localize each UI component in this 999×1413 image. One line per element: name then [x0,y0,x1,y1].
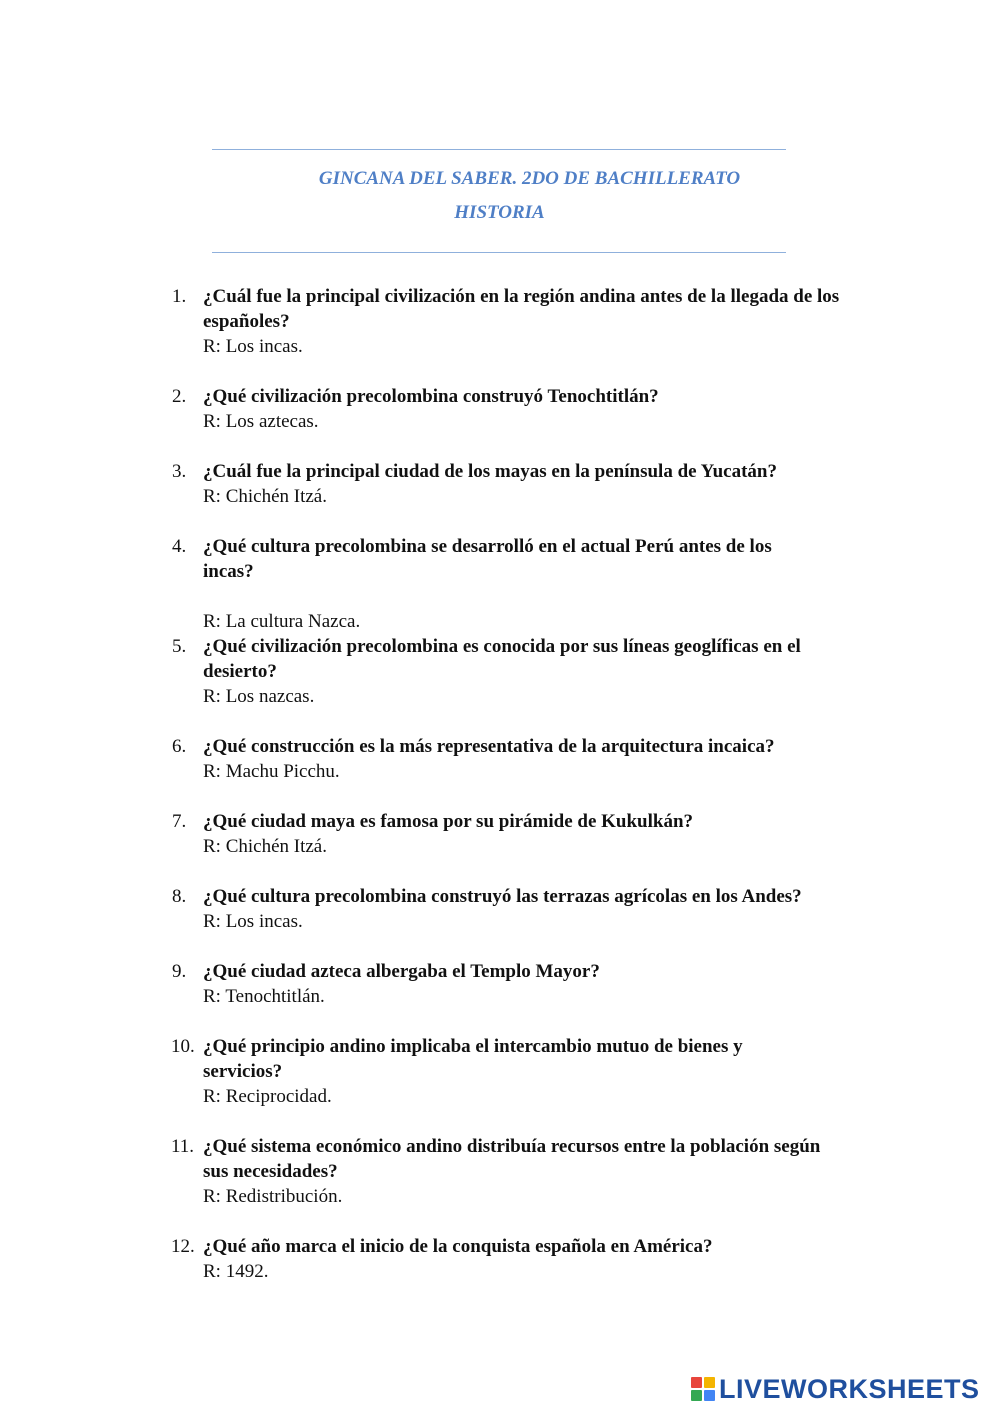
question-number: 12. [171,1236,195,1257]
question-text: ¿Qué cultura precolombina construyó las terrazas agrícolas en los Andes? [203,886,802,907]
logo-square-red [691,1377,702,1388]
answer-text: R: Chichén Itzá. [203,486,327,507]
header-top-rule [212,149,786,150]
question-text: ¿Qué construcción es la más representativa de la arquitectura incaica? [203,736,775,757]
question-number: 11. [171,1136,195,1157]
question-number: 6. [172,736,187,757]
question-number: 5. [172,636,187,657]
answer-text: R: Los incas. [203,911,303,932]
question-text: ¿Qué sistema económico andino distribuía recursos entre la población según sus necesidades? [203,1136,821,1182]
answer-text: R: Los aztecas. [203,411,319,432]
question-text: ¿Qué cultura precolombina se desarrolló en el actual Perú antes de los incas? [203,536,772,582]
question-number: 10. [171,1036,195,1057]
answer-text: R: La cultura Nazca. [203,611,361,632]
answer-text: R: Chichén Itzá. [203,836,327,857]
question-text: ¿Cuál fue la principal civilización en la región andina antes de la llegada de los españoles? [203,286,840,332]
question-text: ¿Qué civilización precolombina construyó Tenochtitlán? [203,386,659,407]
question-number: 2. [172,386,187,407]
question-number: 1. [172,286,187,307]
header-bottom-rule [212,252,786,253]
question-text: ¿Qué ciudad maya es famosa por su pirámide de Kukulkán? [203,811,694,832]
liveworksheets-logo [691,1373,980,1405]
question-text: ¿Qué principio andino implicaba el intercambio mutuo de bienes y servicios? [203,1036,743,1082]
question-number: 8. [172,886,187,907]
answer-text: R: Reciprocidad. [203,1086,332,1107]
page-title: GINCANA DEL SABER. 2DO DE BACHILLERATO [318,168,741,189]
question-number: 7. [172,811,187,832]
answer-text: R: Machu Picchu. [203,761,340,782]
answer-text: R: 1492. [203,1261,269,1282]
liveworksheets-logo-icon [691,1377,715,1401]
question-number: 3. [172,461,187,482]
question-number: 9. [172,961,187,982]
liveworksheets-logo-text: LIVEWORKSHEETS [719,1373,980,1404]
logo-square-yellow [704,1377,715,1388]
answer-text: R: Tenochtitlán. [203,986,325,1007]
question-number: 4. [172,536,187,557]
question-text: ¿Cuál fue la principal ciudad de los mayas en la península de Yucatán? [203,461,777,482]
question-text: ¿Qué civilización precolombina es conocida por sus líneas geoglíficas en el desierto? [203,636,801,682]
logo-square-blue [704,1390,715,1401]
logo-square-green [691,1390,702,1401]
question-text: ¿Qué año marca el inicio de la conquista española en América? [203,1236,713,1257]
question-text: ¿Qué ciudad azteca albergaba el Templo Mayor? [203,961,600,982]
subject-title: HISTORIA [454,202,545,223]
answer-text: R: Los incas. [203,336,303,357]
answer-text: R: Los nazcas. [203,686,315,707]
answer-text: R: Redistribución. [203,1186,343,1207]
